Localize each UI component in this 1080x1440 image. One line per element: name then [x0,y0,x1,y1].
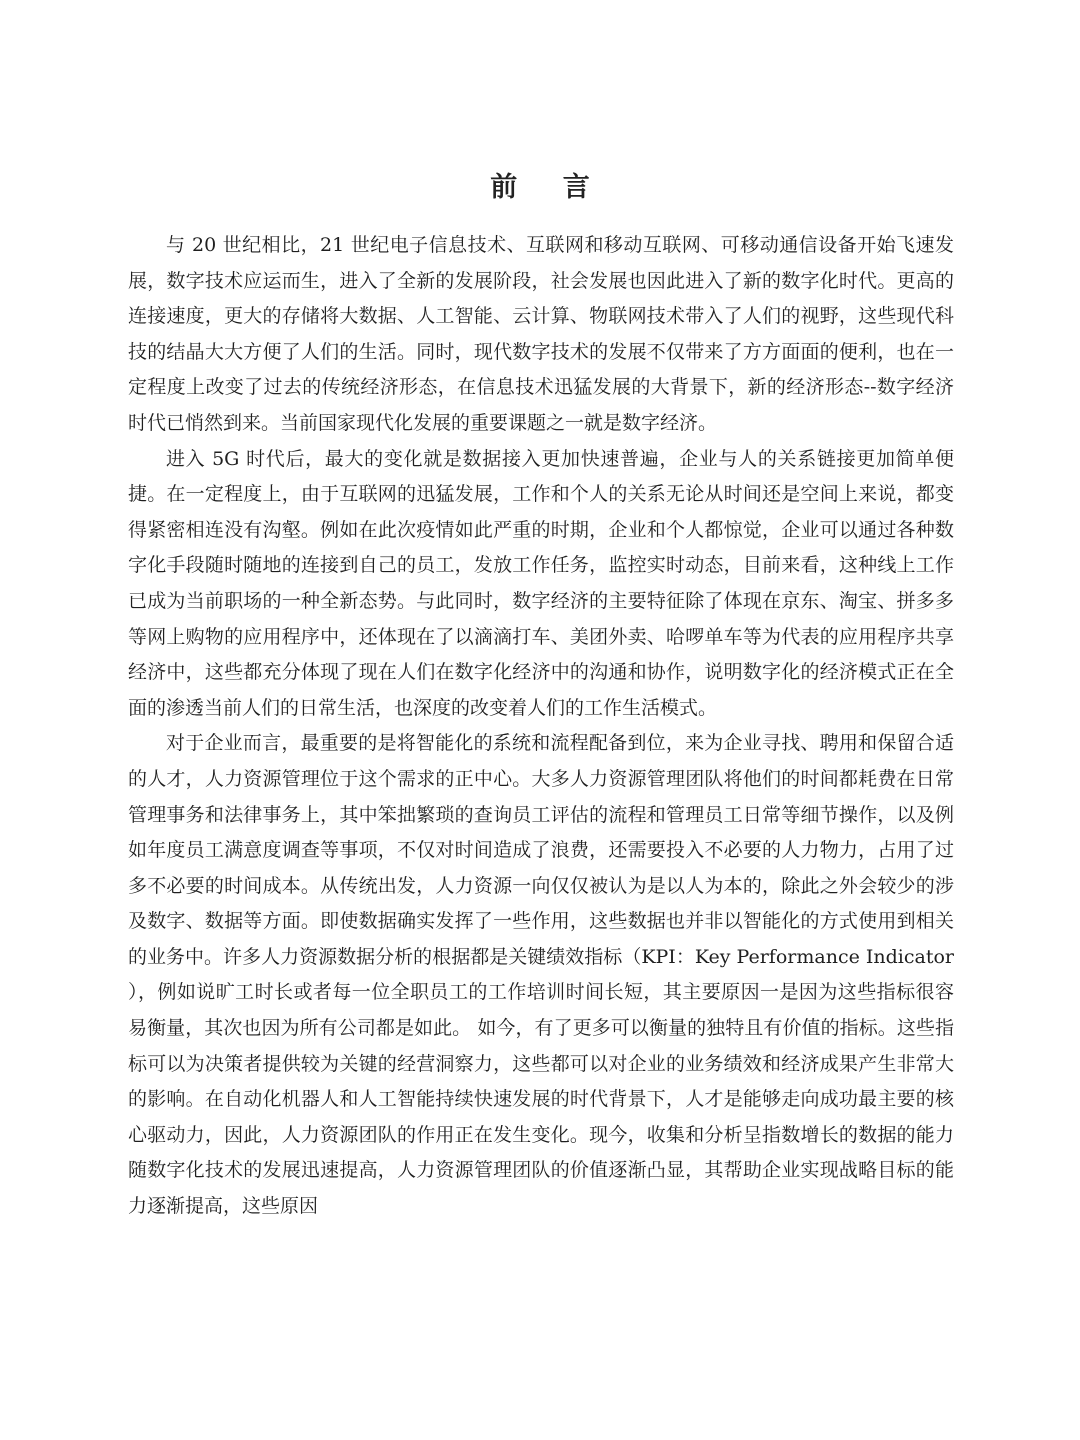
page-title: 前 言 [490,172,608,203]
paragraph-2: 进入 5G 时代后，最大的变化就是数据接入更加快速普遍，企业与人的关系链接更加简单便捷。在一定程度上，由于互联网的迅猛发展，工作和个人的关系无论从时间还是空间上来说，都变得紧密相连没有沟壑。例如在此次疫情如此严重的时期，企业和个人都惊觉，企业可以通过各种数字化手段随时随地的连接到自己的员工，发放工作任务，监控实时动态，目前来看，这种线上工作已成为当前职场的一种全新态势。与此同时，数字经济的主要特征除了体现在京东、淘宝、拼多多等网上购物的应用程序中，还体现在了以滴滴打车、美团外卖、哈啰单车等为代表的应用程序共享经济中，这些都充分体现了现在人们在数字化经济中的沟通和协作，说明数字化的经济模式正在全面的渗透当前人们的日常生活，也深度的改变着人们的工作生活模式。 [128,447,954,719]
body-text [128,228,954,1225]
paragraph-1: 与 20 世纪相比，21 世纪电子信息技术、互联网和移动互联网、可移动通信设备开始飞速发展，数字技术应运而生，进入了全新的发展阶段，社会发展也因此进入了新的数字化时代。更高的连接速度，更大的存储将大数据、人工智能、云计算、物联网技术带入了人们的视野，这些现代科技的结晶大大方便了人们的生活。同时，现代数字技术的发展不仅带来了方方面面的便利，也在一定程度上改变了过去的传统经济形态，在信息技术迅猛发展的大背景下，新的经济形态--数字经济时代已悄然到来。当前国家现代化发展的重要课题之一就是数字经济。 [128,234,954,434]
paragraph-3: 对于企业而言，最重要的是将智能化的系统和流程配备到位，来为企业寻找、聘用和保留合适的人才，人力资源管理位于这个需求的正中心。大多人力资源管理团队将他们的时间都耗费在日常管理事务和法律事务上，其中笨拙繁琐的查询员工评估的流程和管理员工日常等细节操作，以及例如年度员工满意度调查等事项，不仅对时间造成了浪费，还需要投入不必要的人力物力，占用了过多不必要的时间成本。从传统出发，人力资源一向仅仅被认为是以人为本的，除此之外会较少的涉及数字、数据等方面。即使数据确实发挥了一些作用，这些数据也并非以智能化的方式使用到相关的业务中。许多人力资源数据分析的根据都是关键绩效指标（KPI：Key Performance Indicator ），例如说旷工时长或者每一位全职员工的工作培训时间长短，其主要原因一是因为这些指标很容易衡量，其次也因为所有公司都是如此。 如今，有了更多可以衡量的独特且有价值的指标。这些指标可以为决策者提供较为关键的经营洞察力，这些都可以对企业的业务绩效和经济成果产生非常大的影响。在自动化机器人和人工智能持续快速发展的时代背景下，人才是能够走向成功最主要的核心驱动力，因此，人力资源团队的作用正在发生变化。现今，收集和分析呈指数增长的数据的能力随数字化技术的发展迅速提高，人力资源管理团队的价值逐渐凸显，其帮助企业实现战略目标的能力逐渐提高，这些原因 [128,732,954,1218]
